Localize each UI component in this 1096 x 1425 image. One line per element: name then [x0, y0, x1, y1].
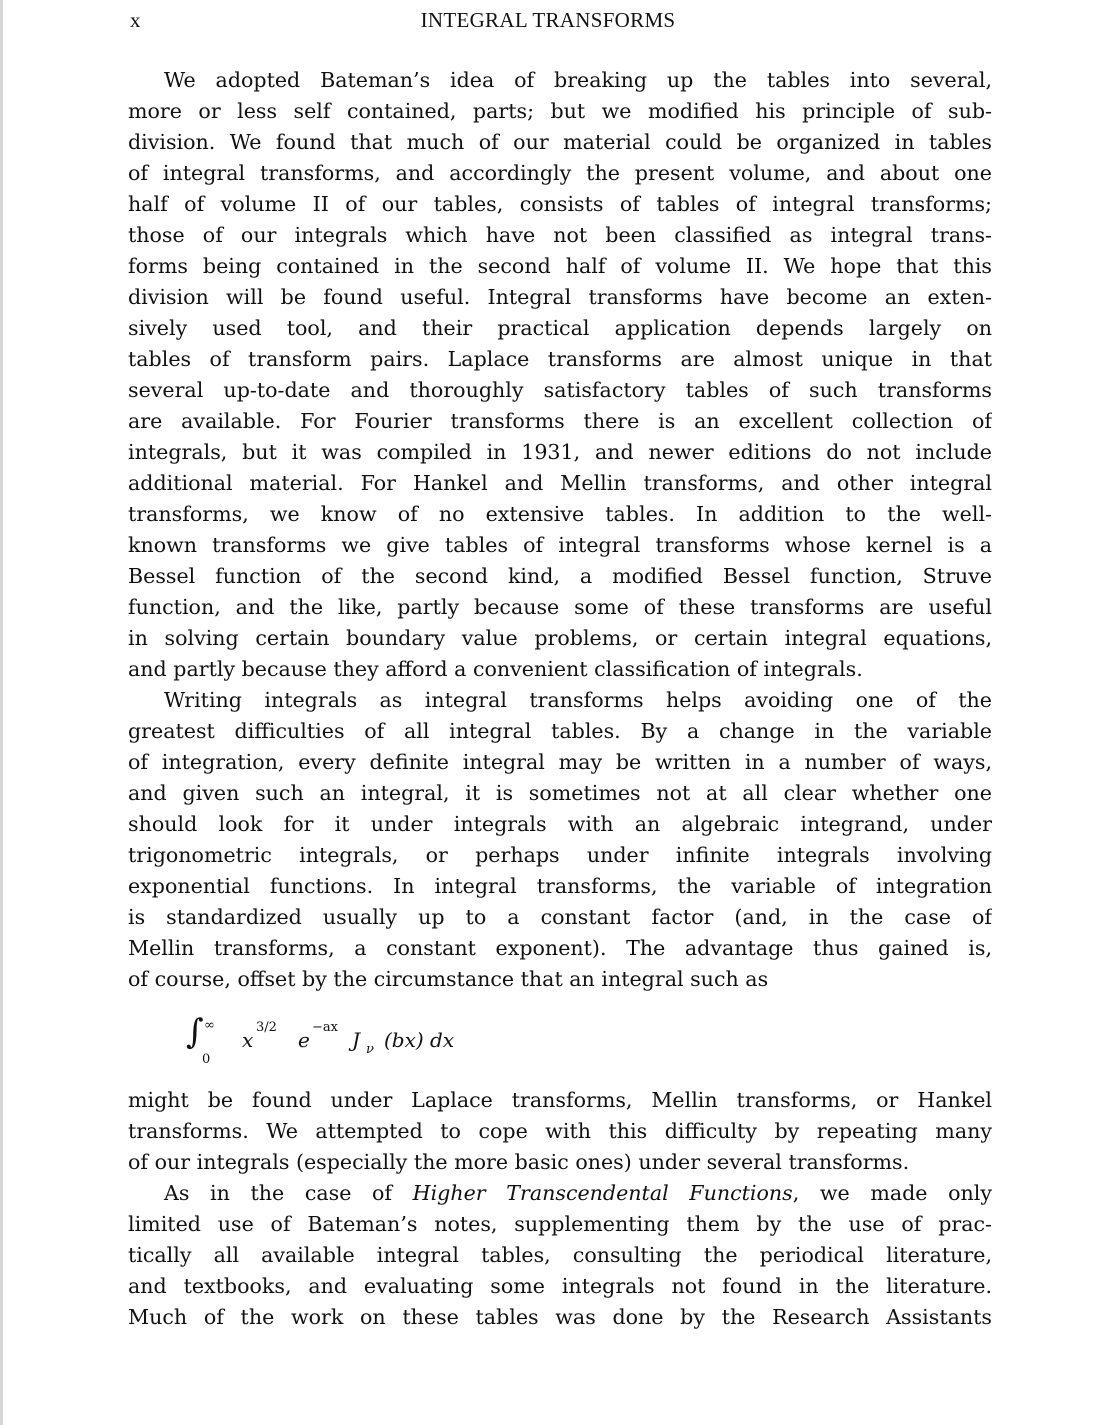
- text-line: known transforms we give tables of integral transforms whose kernel is a: [128, 533, 992, 557]
- text-line: sively used tool, and their practical application depends largely on: [128, 316, 992, 340]
- text-line: are available. For Fourier transforms there is an excellent collection of: [128, 409, 992, 433]
- text-line: greatest difficulties of all integral tables. By a change in the variable: [128, 719, 992, 743]
- book-title-emphasis: Higher Transcendental Functions: [412, 1181, 793, 1205]
- text-line: division. We found that much of our material could be organized in tables: [128, 130, 992, 154]
- text-line: might be found under Laplace transforms, Mellin transforms, or Hankel: [128, 1088, 992, 1112]
- lower-limit: 0: [202, 1052, 211, 1067]
- text-line: and given such an integral, it is sometimes not at all clear whether one: [128, 781, 992, 805]
- running-title: INTEGRAL TRANSFORMS: [420, 8, 676, 32]
- text-line: trigonometric integrals, or perhaps under infinite integrals involving: [128, 843, 992, 867]
- integral-sign: ∫: [186, 1012, 204, 1052]
- text-line: and textbooks, and evaluating some integrals not found in the literature.: [128, 1274, 992, 1298]
- formula-e-exponent: −ax: [312, 1020, 338, 1035]
- text-line: division will be found useful. Integral transforms have become an exten-: [128, 285, 992, 309]
- text-line: is standardized usually up to a constant factor (and, in the case of: [128, 905, 992, 929]
- text-segment: As in the case of: [164, 1181, 413, 1205]
- formula-argument: (bx) dx: [384, 1028, 455, 1052]
- text-line: exponential functions. In integral transforms, the variable of integration: [128, 874, 992, 898]
- text-line: transforms. We attempted to cope with this difficulty by repeating many: [128, 1119, 992, 1143]
- page-number: x: [130, 8, 141, 32]
- text-line: of integral transforms, and accordingly the present volume, and about one: [128, 161, 992, 185]
- text-line: function, and the like, partly because some of these transforms are useful: [128, 595, 992, 619]
- formula-bessel-order: ν: [366, 1042, 374, 1057]
- upper-limit: ∞: [204, 1018, 215, 1033]
- text-line: of integration, every definite integral may be written in a number of ways,: [128, 750, 992, 774]
- text-line: transforms, we know of no extensive tables. In addition to the well-: [128, 502, 992, 526]
- text-line: more or less self contained, parts; but we modified his principle of sub-: [128, 99, 992, 123]
- page-edge: [0, 0, 3, 1425]
- text-line: several up-to-date and thoroughly satisfactory tables of such transforms: [128, 378, 992, 402]
- body-text-top: [128, 65, 992, 995]
- text-line: Writing integrals as integral transforms helps avoiding one of the: [164, 688, 992, 712]
- text-line: Bessel function of the second kind, a modified Bessel function, Struve: [128, 564, 992, 588]
- text-line: of our integrals (especially the more basic ones) under several transforms.: [128, 1150, 910, 1174]
- text-line: should look for it under integrals with an algebraic integrand, under: [128, 812, 992, 836]
- text-line: those of our integrals which have not been classified as integral trans-: [128, 223, 992, 247]
- integral-formula: [186, 1012, 606, 1074]
- body-text-bottom: [128, 1085, 992, 1333]
- text-line: half of volume II of our tables, consists of tables of integral transforms;: [128, 192, 992, 216]
- text-segment: , we made only: [792, 1181, 992, 1205]
- text-line: in solving certain boundary value problems, or certain integral equations,: [128, 626, 992, 650]
- text-line: tables of transform pairs. Laplace transforms are almost unique in that: [128, 347, 992, 371]
- text-line: of course, offset by the circumstance that an integral such as: [128, 967, 769, 991]
- text-line: limited use of Bateman’s notes, supplementing them by the use of prac-: [128, 1212, 992, 1236]
- text-line: [128, 1178, 992, 1209]
- formula-bessel: J: [352, 1028, 361, 1052]
- text-line: and partly because they afford a convenient classification of integrals.: [128, 657, 863, 681]
- text-line: additional material. For Hankel and Mellin transforms, and other integral: [128, 471, 992, 495]
- formula-x-exponent: 3/2: [256, 1020, 277, 1035]
- formula-x: x: [242, 1028, 254, 1052]
- text-line: integrals, but it was compiled in 1931, and newer editions do not include: [128, 440, 992, 464]
- formula-e: e: [298, 1028, 310, 1052]
- text-line: Much of the work on these tables was done by the Research Assistants: [128, 1305, 992, 1329]
- text-line: forms being contained in the second half of volume II. We hope that this: [128, 254, 992, 278]
- running-head: [0, 6, 1096, 36]
- text-line: Mellin transforms, a constant exponent). The advantage thus gained is,: [128, 936, 992, 960]
- text-line: tically all available integral tables, consulting the periodical literature,: [128, 1243, 992, 1267]
- text-line: We adopted Bateman’s idea of breaking up the tables into several,: [164, 68, 992, 92]
